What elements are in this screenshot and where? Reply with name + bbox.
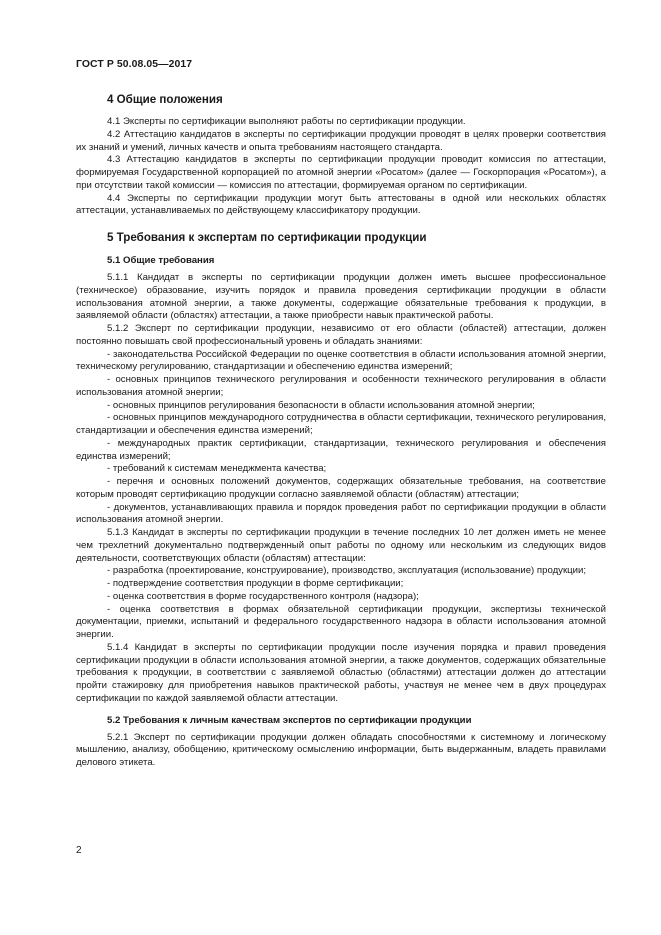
paragraph-5-1-1: 5.1.1 Кандидат в эксперты по сертификации продукции должен иметь высшее профессиональное (техническое) образование, изучить порядок и правила проведения сертификации продукции в области использования атомной энергии, а также документы, содержащие обязательные требования к продукции, в заявляемой области (областях) аттестации, а также приобрести навык практической работы. [76,272,606,322]
document-body [76,92,606,770]
list-item: - разработка (проектирование, конструирование), производство, эксплуатация (использование) продукции; [107,565,587,577]
list-item: - перечня и основных положений документов, содержащих обязательные требования, на соответствие которым проводят сертификацию продукции согласно заявляемой области (областям) аттестации; [76,476,606,500]
list-item: - документов, устанавливающих правила и порядок проведения работ по сертификации продукции в области использования атомной энергии. [76,501,606,526]
list-item: - оценка соответствия в форме государственного контроля (надзора); [107,590,419,602]
list-item: - требований к системам менеджмента качества; [107,463,327,475]
paragraph-4-4: 4.4 Эксперты по сертификации продукции могут быть аттестованы в одной или нескольких областях аттестации, устанавливаемых по действующему классификатору продукции. [76,192,606,217]
paragraph-4-3: 4.3 Аттестацию кандидатов в эксперты по сертификации продукции проводит комиссия по аттестации, формируемая Государственной корпорацией по атомной энергии «Росатом» (далее — Госкорпорация «Росатом»), а при отсутствии такой комиссии — комиссия по аттестации, формируемая органом по сертификации. [76,154,606,191]
section-4-heading: 4 Общие положения [107,93,223,106]
list-item: - оценка соответствия в формах обязательной сертификации продукции, экспертизы технической документации, приемки, испытаний и федерального государственного надзора в области использования атомной энергии. [76,603,606,640]
list-item: - законодательства Российской Федерации по оценке соответствия в области использования атомной энергии, техническому регулированию, стандартизации и обеспечению единства измерений; [76,348,606,373]
standard-designation: ГОСТ Р 50.08.05—2017 [76,59,193,70]
subsection-5-2-heading: 5.2 Требования к личным качествам экспертов по сертификации продукции [107,714,472,726]
list-item: - подтверждение соответствия продукции в форме сертификации; [107,578,404,589]
paragraph-4-1: 4.1 Эксперты по сертификации выполняют работы по сертификации продукции. [107,116,466,127]
paragraph-5-1-4: 5.1.4 Кандидат в эксперты по сертификации продукции после изучения порядка и правил проведения сертификации продукции в области использования атомной энергии, а также документов, содержащих обязательные требования к продукции, в соответствии с заявляемой областью (областями) аттестации должен до аттестации пройти стажировку для приобретения навыков практической работы, участвуя не менее чем в двух процедурах сертификации по каждой заявляемой области аттестации. [76,641,606,704]
paragraph-5-1-3: 5.1.3 Кандидат в эксперты по сертификации продукции в течение последних 10 лет должен иметь не менее чем трехлетний документально подтвержденный опыт работы по одному или нескольким из следующих видов деятельности, соответствующих области (областям) аттестации: [76,527,606,564]
list-item: - основных принципов регулирования безопасности в области использования атомной энергии; [107,399,535,411]
list-item: - основных принципов международного сотрудничества в области сертификации, технического регулирования, стандартизации и обеспечения единства измерений; [76,412,606,436]
section-5-heading: 5 Требования к экспертам по сертификации продукции [107,231,427,244]
paragraph-5-2-1: 5.2.1 Эксперт по сертификации продукции должен обладать способностями к системному и логическому мышлению, анализу, обобщению, критическому осмыслению информации, быть выдержанным, владеть правилами делового этикета. [76,731,606,768]
page-number: 2 [76,845,82,856]
list-item: - международных практик сертификации, стандартизации, технического регулирования и обеспечения единства измерений; [76,437,606,462]
paragraph-4-2: 4.2 Аттестацию кандидатов в эксперты по сертификации продукции проводят в целях проверки соответствия их знаний и умений, личных качеств и опыта требованиям настоящего стандарта. [76,128,606,153]
list-item: - основных принципов технического регулирования и особенности технического регулирования в области использования атомной энергии; [76,374,606,398]
subsection-5-1-heading: 5.1 Общие требования [107,255,215,266]
paragraph-5-1-2: 5.1.2 Эксперт по сертификации продукции, независимо от его области (областей) аттестации, должен постоянно повышать свой профессиональный уровень и обладать знаниями: [76,323,606,347]
